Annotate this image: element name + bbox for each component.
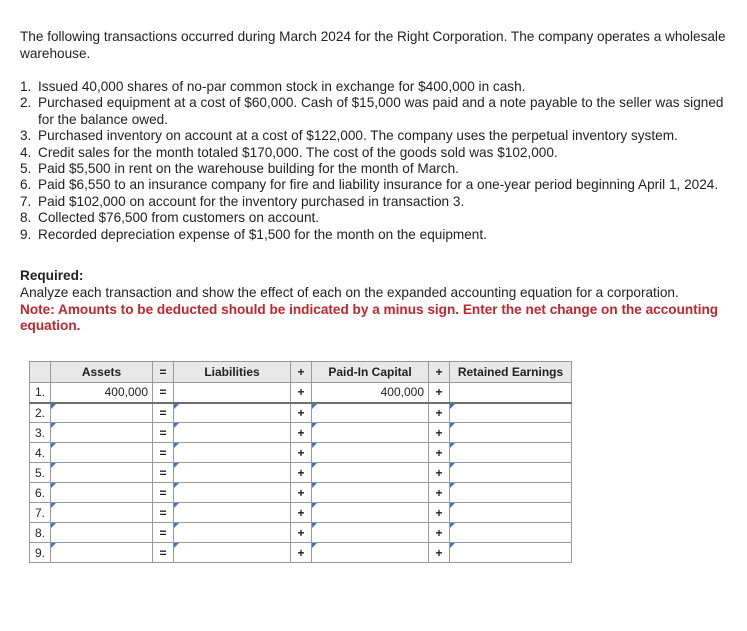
input-marker-icon [312, 423, 317, 428]
liabilities-input[interactable] [174, 503, 286, 522]
plus-sign: + [429, 383, 450, 403]
plus-sign: + [429, 543, 450, 563]
input-marker-icon [450, 543, 455, 548]
liabilities-input-cell[interactable] [174, 443, 291, 463]
row-number: 2. [30, 403, 51, 423]
paid-in-capital-input[interactable] [312, 463, 424, 482]
retained-earnings-input[interactable] [450, 463, 567, 482]
assets-input[interactable] [51, 463, 148, 482]
liabilities-input[interactable] [174, 443, 286, 462]
paid-in-capital-value: 400,000 [312, 383, 429, 403]
liabilities-input-cell[interactable] [174, 503, 291, 523]
assets-input-cell[interactable] [51, 523, 153, 543]
input-marker-icon [450, 404, 455, 409]
paid-in-capital-input[interactable] [312, 483, 424, 502]
row-number: 5. [30, 463, 51, 483]
equals-sign: = [153, 463, 174, 483]
plus-sign: + [429, 523, 450, 543]
input-marker-icon [450, 523, 455, 528]
note-text: Note: Amounts to be deducted should be indicated by a minus sign. Enter the net change on the accounting equation. [20, 301, 719, 333]
retained-earnings-input[interactable] [450, 543, 567, 562]
intro-paragraph: The following transactions occurred during March 2024 for the Right Corporation. The company operates a wholesale warehouse. [20, 29, 726, 61]
table-row [30, 403, 572, 423]
paid-in-capital-input[interactable] [312, 443, 424, 462]
table-row [30, 523, 572, 543]
retained-earnings-input[interactable] [450, 523, 567, 542]
input-marker-icon [174, 463, 179, 468]
assets-input[interactable] [51, 503, 148, 522]
plus-sign: + [291, 423, 312, 443]
paid-in-capital-input-cell[interactable] [312, 463, 429, 483]
row-number: 8. [30, 523, 51, 543]
plus-sign: + [291, 443, 312, 463]
plus-sign: + [429, 443, 450, 463]
plus-sign: + [291, 503, 312, 523]
input-marker-icon [312, 523, 317, 528]
paid-in-capital-input-cell[interactable] [312, 483, 429, 503]
table-row [30, 463, 572, 483]
input-marker-icon [450, 483, 455, 488]
assets-input[interactable] [51, 483, 148, 502]
assets-header: Assets [51, 362, 153, 383]
retained-earnings-input[interactable] [450, 404, 567, 423]
list-item: 3. Purchased inventory on account at a cost of $122,000. The company uses the perpetual inventory system. [20, 128, 678, 144]
liabilities-input-cell[interactable] [174, 483, 291, 503]
input-marker-icon [51, 423, 56, 428]
assets-input-cell[interactable] [51, 423, 153, 443]
table-row [30, 383, 572, 403]
paid-in-capital-input-cell[interactable] [312, 503, 429, 523]
equals-sign: = [153, 403, 174, 423]
input-marker-icon [174, 503, 179, 508]
table-row [30, 443, 572, 463]
paid-in-capital-input-cell[interactable] [312, 443, 429, 463]
input-marker-icon [174, 523, 179, 528]
input-marker-icon [312, 483, 317, 488]
paid-in-capital-input[interactable] [312, 423, 424, 442]
list-item: 4. Credit sales for the month totaled $170,000. The cost of the goods sold was $102,000. [20, 144, 558, 160]
retained-earnings-input[interactable] [450, 423, 567, 442]
assets-input-cell[interactable] [51, 403, 153, 423]
assets-input[interactable] [51, 523, 148, 542]
input-marker-icon [312, 543, 317, 548]
paid-in-capital-input-cell[interactable] [312, 543, 429, 563]
list-item: 1. Issued 40,000 shares of no-par common stock in exchange for $400,000 in cash. [20, 79, 526, 94]
equals-sign: = [153, 503, 174, 523]
plus-sign: + [291, 383, 312, 403]
plus-sign: + [429, 503, 450, 523]
input-marker-icon [51, 463, 56, 468]
equals-sign: = [153, 443, 174, 463]
input-marker-icon [312, 503, 317, 508]
retained-earnings-input-cell[interactable] [450, 463, 572, 483]
row-number: 4. [30, 443, 51, 463]
required-instructions: Analyze each transaction and show the effect of each on the expanded accounting equation for a corporation. Note: Amounts to be deducted should be indicated by a minus sign. Enter the net change on the accounting equation. [20, 285, 719, 333]
input-marker-icon [450, 443, 455, 448]
liabilities-input[interactable] [174, 523, 286, 542]
list-item: 6. Paid $6,550 to an insurance company for fire and liability insurance for a one-year period beginning April 1, 2024. [20, 177, 719, 193]
paid-in-capital-input[interactable] [312, 543, 424, 562]
equals-sign: = [153, 543, 174, 563]
retained-earnings-input-cell[interactable] [450, 423, 572, 443]
input-marker-icon [51, 443, 56, 448]
plus-sign: + [429, 403, 450, 423]
equals-sign: = [153, 523, 174, 543]
plus-sign: + [429, 463, 450, 483]
liabilities-input[interactable] [174, 463, 286, 482]
input-marker-icon [174, 443, 179, 448]
assets-input-cell[interactable] [51, 483, 153, 503]
assets-input-cell[interactable] [51, 503, 153, 523]
row-number: 6. [30, 483, 51, 503]
assets-input-cell[interactable] [51, 543, 153, 563]
retained-earnings-input-cell[interactable] [450, 543, 572, 563]
input-marker-icon [450, 503, 455, 508]
retained-earnings-input-cell[interactable] [450, 523, 572, 543]
table-row [30, 423, 572, 443]
paid-in-capital-input[interactable] [312, 523, 424, 542]
plus-sign: + [291, 483, 312, 503]
paid-in-capital-input-cell[interactable] [312, 403, 429, 423]
equals-sign: = [153, 483, 174, 503]
assets-input[interactable] [51, 443, 148, 462]
liabilities-input[interactable] [174, 404, 286, 423]
table-header-row: Assets = Liabilities + Paid-In Capital + Retained Earnings [30, 362, 572, 383]
input-marker-icon [51, 483, 56, 488]
accounting-equation-table [29, 361, 572, 563]
plus-sign: + [291, 463, 312, 483]
liabilities-input-cell[interactable] [174, 463, 291, 483]
liabilities-header: Liabilities [174, 362, 291, 383]
input-marker-icon [450, 463, 455, 468]
list-item: 7. Paid $102,000 on account for the inventory purchased in transaction 3. [20, 193, 465, 209]
row-number: 3. [30, 423, 51, 443]
plus-sign: + [429, 483, 450, 503]
plus-sign: + [291, 543, 312, 563]
plus-sign: + [291, 523, 312, 543]
input-marker-icon [312, 463, 317, 468]
liabilities-input-cell[interactable] [174, 423, 291, 443]
liabilities-input-cell[interactable] [174, 543, 291, 563]
liabilities-value [174, 383, 291, 403]
paid-in-capital-header: Paid-In Capital [312, 362, 429, 383]
liabilities-input-cell[interactable] [174, 403, 291, 423]
input-marker-icon [312, 404, 317, 409]
paid-in-capital-input-cell[interactable] [312, 523, 429, 543]
retained-earnings-input-cell[interactable] [450, 403, 572, 423]
liabilities-input[interactable] [174, 423, 286, 442]
retained-earnings-header: Retained Earnings [450, 362, 572, 383]
list-item: 9. Recorded depreciation expense of $1,500 for the month on the equipment. [20, 226, 487, 242]
assets-input-cell[interactable] [51, 443, 153, 463]
retained-earnings-input-cell[interactable] [450, 483, 572, 503]
input-marker-icon [51, 404, 56, 409]
paid-in-capital-input-cell[interactable] [312, 423, 429, 443]
liabilities-input[interactable] [174, 483, 286, 502]
row-number: 7. [30, 503, 51, 523]
row-number: 9. [30, 543, 51, 563]
liabilities-input-cell[interactable] [174, 523, 291, 543]
transaction-list [20, 79, 742, 243]
liabilities-input[interactable] [174, 543, 286, 562]
list-item: 5. Paid $5,500 in rent on the warehouse building for the month of March. [20, 161, 459, 177]
input-marker-icon [174, 404, 179, 409]
input-marker-icon [174, 483, 179, 488]
equals-sign: = [153, 383, 174, 403]
plus-sign: + [429, 423, 450, 443]
retained-earnings-input[interactable] [450, 443, 567, 462]
required-heading: Required: [20, 268, 84, 283]
input-marker-icon [51, 503, 56, 508]
assets-input[interactable] [51, 423, 148, 442]
input-marker-icon [450, 423, 455, 428]
assets-input-cell[interactable] [51, 463, 153, 483]
retained-earnings-input-cell[interactable] [450, 503, 572, 523]
paid-in-capital-input[interactable] [312, 404, 424, 423]
list-item: 2. Purchased equipment at a cost of $60,000. Cash of $15,000 was paid and a note payable to the seller was signed for the balance owed. [20, 95, 724, 127]
assets-input[interactable] [51, 543, 148, 562]
input-marker-icon [174, 423, 179, 428]
assets-input[interactable] [51, 404, 148, 423]
input-marker-icon [51, 523, 56, 528]
paid-in-capital-input[interactable] [312, 503, 424, 522]
equals-sign: = [153, 423, 174, 443]
table-row [30, 543, 572, 563]
list-item: 8. Collected $76,500 from customers on account. [20, 210, 320, 226]
assets-value: 400,000 [51, 383, 153, 403]
input-marker-icon [174, 543, 179, 548]
input-marker-icon [312, 443, 317, 448]
retained-earnings-input[interactable] [450, 503, 567, 522]
table-row [30, 503, 572, 523]
input-marker-icon [51, 543, 56, 548]
row-number: 1. [30, 383, 51, 403]
retained-earnings-input[interactable] [450, 483, 567, 502]
retained-earnings-input-cell[interactable] [450, 443, 572, 463]
table-row [30, 483, 572, 503]
plus-sign: + [291, 403, 312, 423]
retained-earnings-value [450, 383, 572, 403]
